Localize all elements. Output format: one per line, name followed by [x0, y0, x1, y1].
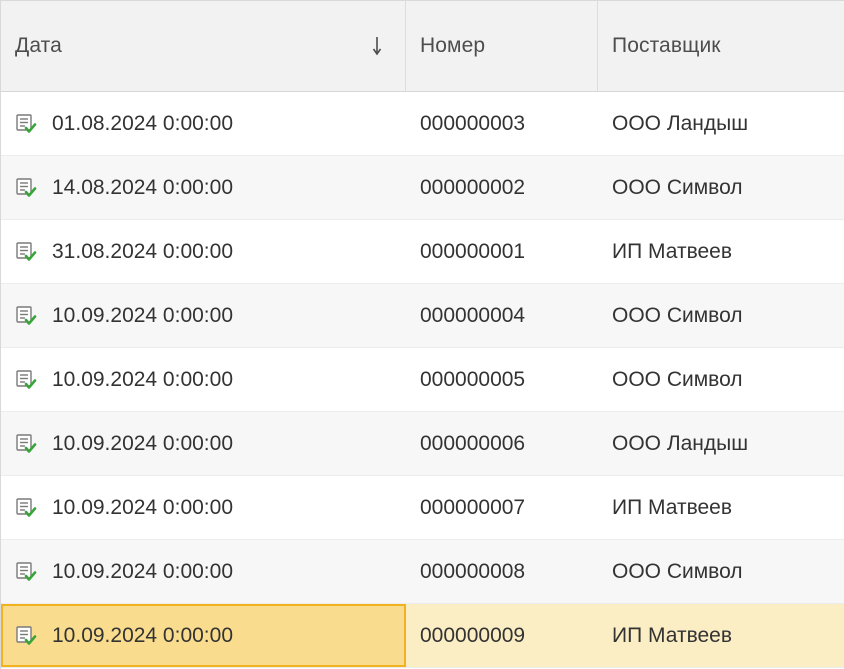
supplier-text: ООО Символ: [612, 175, 743, 199]
column-header-label: Дата: [15, 34, 62, 57]
number-text: 000000002: [420, 175, 526, 199]
arrow-down-icon: [371, 35, 383, 57]
date-text: 10.09.2024 0:00:00: [52, 303, 234, 327]
number-text: 000000008: [420, 559, 526, 583]
table-row[interactable]: [1, 604, 844, 668]
posted-document-icon: [15, 113, 37, 135]
number-text: 000000004: [420, 303, 526, 327]
supplier-text: ООО Символ: [612, 559, 743, 583]
supplier-cell[interactable]: [598, 220, 844, 283]
table-row[interactable]: [1, 348, 844, 412]
supplier-text: ИП Матвеев: [612, 623, 733, 647]
number-cell[interactable]: [406, 476, 598, 539]
posted-document-icon: [15, 625, 37, 647]
table-row[interactable]: [1, 284, 844, 348]
date-text: 14.08.2024 0:00:00: [52, 175, 234, 199]
supplier-text: ООО Символ: [612, 367, 743, 391]
supplier-cell[interactable]: [598, 156, 844, 219]
posted-document-icon: [15, 433, 37, 455]
table-row[interactable]: [1, 412, 844, 476]
date-cell[interactable]: [1, 156, 406, 219]
number-text: 000000006: [420, 431, 526, 455]
date-cell[interactable]: [1, 604, 406, 667]
date-text: 31.08.2024 0:00:00: [52, 239, 234, 263]
posted-document-icon: [15, 177, 37, 199]
date-text: 10.09.2024 0:00:00: [52, 623, 234, 647]
posted-document-icon: [15, 561, 37, 583]
supplier-text: ИП Матвеев: [612, 239, 733, 263]
table-body: [1, 92, 844, 668]
posted-document-icon: [15, 497, 37, 519]
supplier-cell[interactable]: [598, 284, 844, 347]
supplier-text: ИП Матвеев: [612, 495, 733, 519]
number-cell[interactable]: [406, 156, 598, 219]
supplier-cell[interactable]: [598, 92, 844, 155]
date-text: 01.08.2024 0:00:00: [52, 111, 234, 135]
date-cell[interactable]: [1, 220, 406, 283]
date-cell[interactable]: [1, 348, 406, 411]
column-header-label: Номер: [420, 34, 486, 57]
number-cell[interactable]: [406, 92, 598, 155]
number-cell[interactable]: [406, 604, 598, 667]
table-row[interactable]: [1, 476, 844, 540]
date-text: 10.09.2024 0:00:00: [52, 367, 234, 391]
table-row[interactable]: [1, 92, 844, 156]
table-row[interactable]: [1, 540, 844, 604]
date-cell[interactable]: [1, 476, 406, 539]
date-cell[interactable]: [1, 412, 406, 475]
number-cell[interactable]: [406, 348, 598, 411]
date-text: 10.09.2024 0:00:00: [52, 559, 234, 583]
number-cell[interactable]: [406, 412, 598, 475]
date-cell[interactable]: [1, 540, 406, 603]
number-text: 000000007: [420, 495, 526, 519]
supplier-cell[interactable]: [598, 476, 844, 539]
number-cell[interactable]: [406, 220, 598, 283]
date-text: 10.09.2024 0:00:00: [52, 495, 234, 519]
number-cell[interactable]: [406, 540, 598, 603]
supplier-text: ООО Ландыш: [612, 111, 749, 135]
supplier-cell[interactable]: [598, 412, 844, 475]
table-row[interactable]: [1, 220, 844, 284]
number-text: 000000005: [420, 367, 526, 391]
posted-document-icon: [15, 369, 37, 391]
supplier-text: ООО Ландыш: [612, 431, 749, 455]
table-row[interactable]: [1, 156, 844, 220]
column-header-number[interactable]: [406, 1, 598, 91]
posted-document-icon: [15, 305, 37, 327]
supplier-text: ООО Символ: [612, 303, 743, 327]
number-text: 000000001: [420, 239, 526, 263]
table-header: [1, 1, 844, 92]
date-cell[interactable]: [1, 284, 406, 347]
posted-document-icon: [15, 241, 37, 263]
date-cell[interactable]: [1, 92, 406, 155]
column-header-supplier[interactable]: [598, 1, 844, 91]
supplier-cell[interactable]: [598, 540, 844, 603]
date-text: 10.09.2024 0:00:00: [52, 431, 234, 455]
column-header-label: Поставщик: [612, 34, 721, 57]
column-header-date[interactable]: [1, 1, 406, 91]
supplier-cell[interactable]: [598, 348, 844, 411]
number-cell[interactable]: [406, 284, 598, 347]
number-text: 000000003: [420, 111, 526, 135]
supplier-cell[interactable]: [598, 604, 844, 667]
number-text: 000000009: [420, 623, 526, 647]
